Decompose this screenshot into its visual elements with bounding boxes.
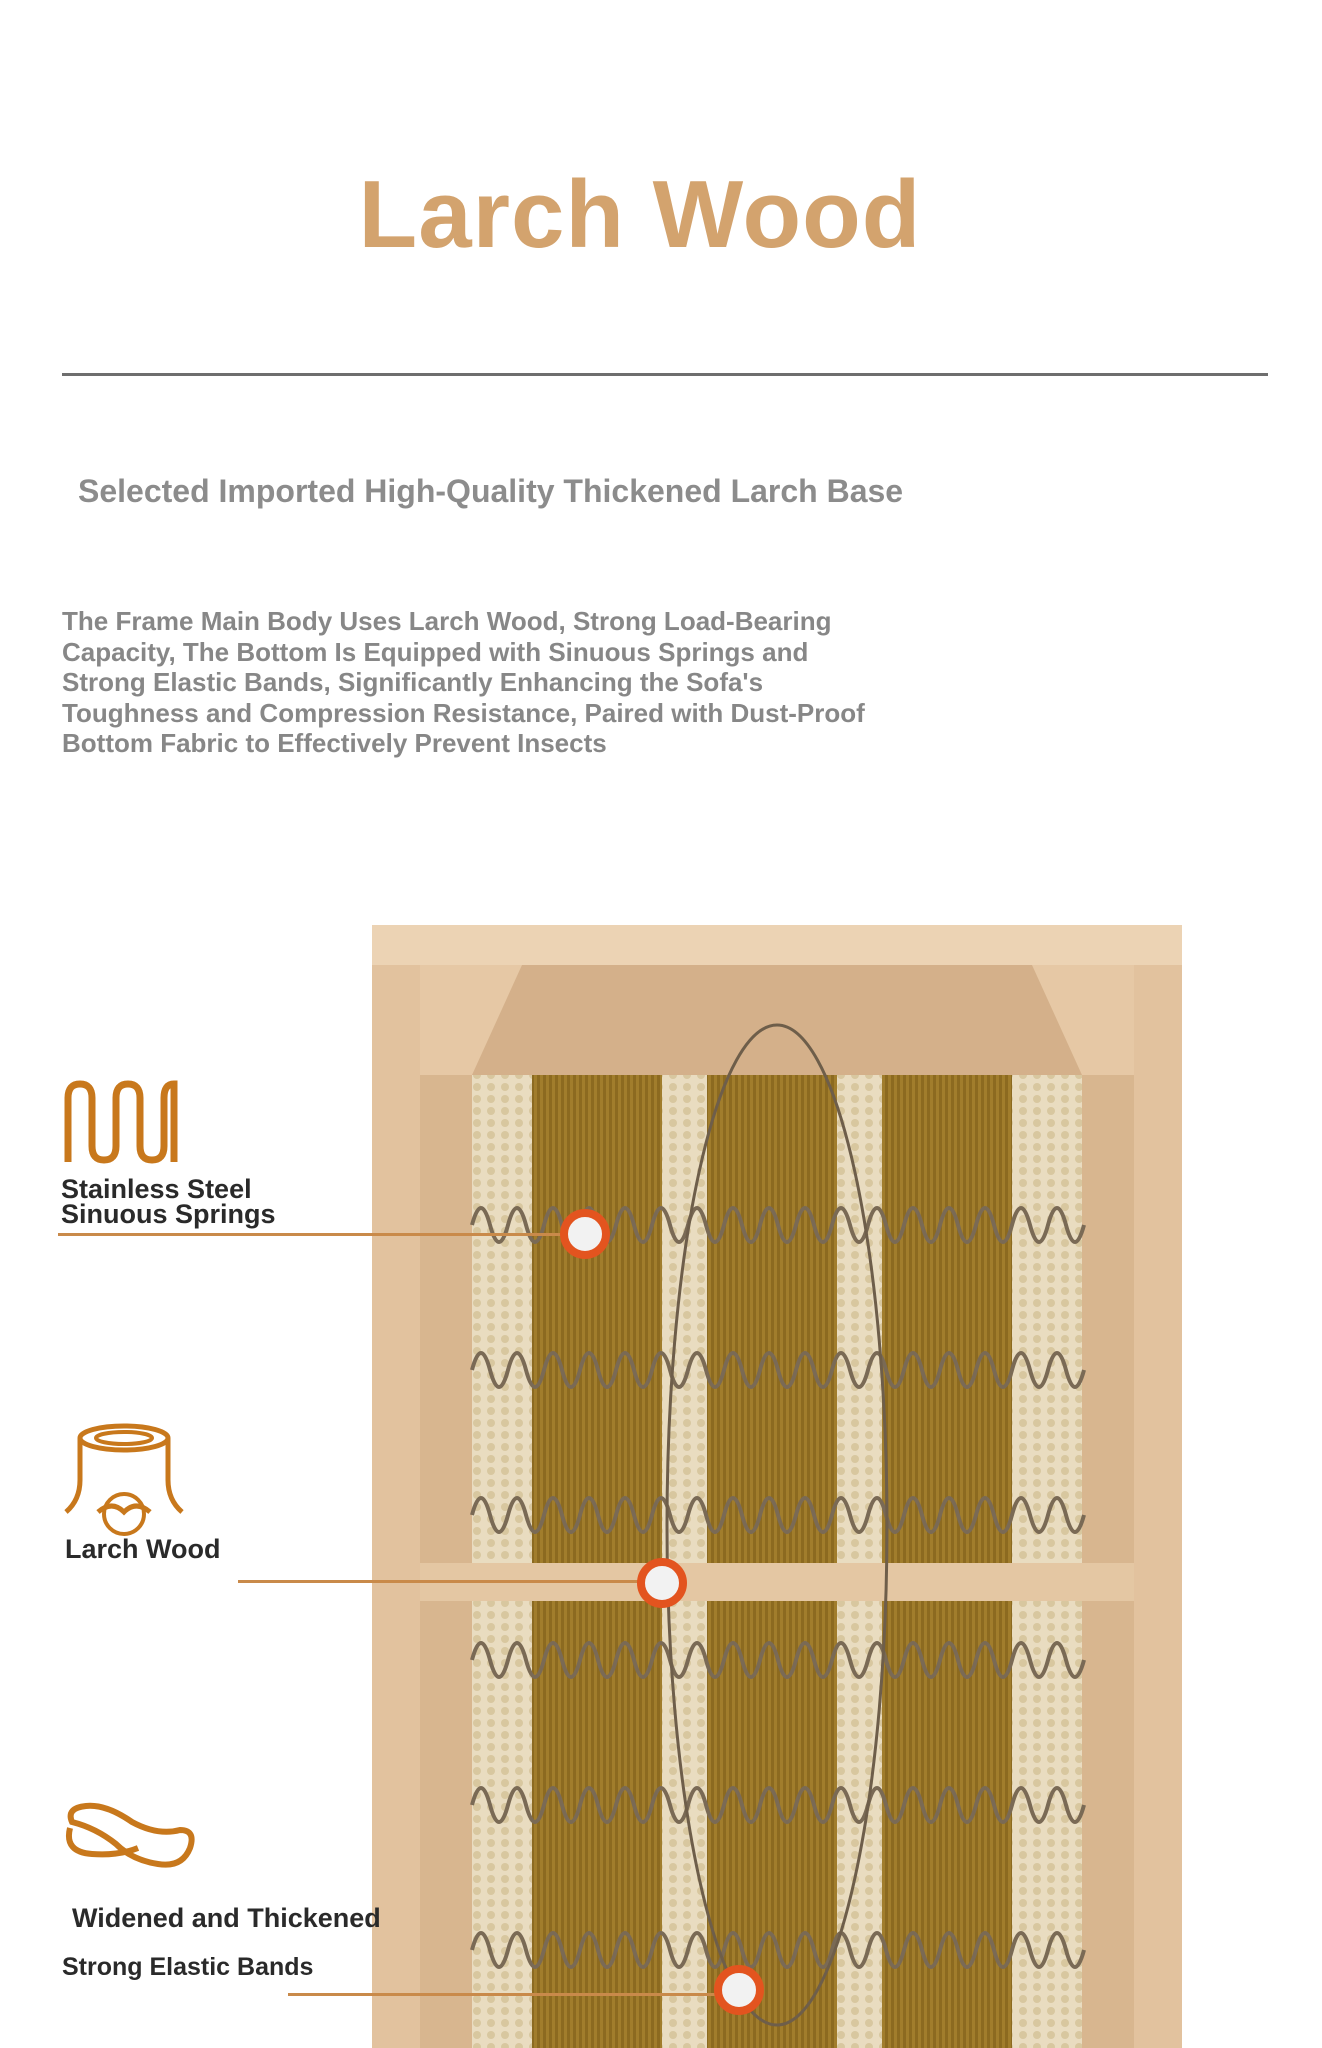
marker-larch — [637, 1558, 687, 1608]
leader-line-larch — [238, 1580, 658, 1583]
leader-line-springs — [58, 1233, 588, 1236]
elastic-band-icon — [62, 1800, 198, 1880]
description: The Frame Main Body Uses Larch Wood, Strong Load-Bearing Capacity, The Bottom Is Equipped with Sinuous Springs and Strong Elastic Bands, Significantly Enhancing the Sofa's Toughness and Compression Resistance, Paired with Dust-Proof Bottom Fabric to Effectively Prevent Insects — [62, 606, 865, 758]
subtitle: Selected Imported High-Quality Thickened Larch Base — [78, 473, 904, 509]
sofa-frame-image — [372, 925, 1182, 2048]
marker-bands — [714, 1965, 764, 2015]
tree-stump-icon — [62, 1420, 188, 1540]
spring-icon — [62, 1080, 180, 1164]
leader-line-bands — [288, 1993, 728, 1996]
page-title: Larch Wood — [358, 161, 922, 268]
marker-springs — [560, 1209, 610, 1259]
divider — [62, 373, 1268, 376]
feature-label-larch: Larch Wood — [65, 1534, 221, 1564]
feature-label-springs-line1: Stainless Steel — [61, 1174, 252, 1204]
feature-label-bands-line2: Strong Elastic Bands — [62, 1953, 314, 1981]
feature-label-bands-line1: Widened and Thickened — [72, 1903, 381, 1933]
feature-label-springs-line2: Sinuous Springs — [61, 1199, 276, 1229]
feature-label-springs — [61, 1174, 276, 1229]
